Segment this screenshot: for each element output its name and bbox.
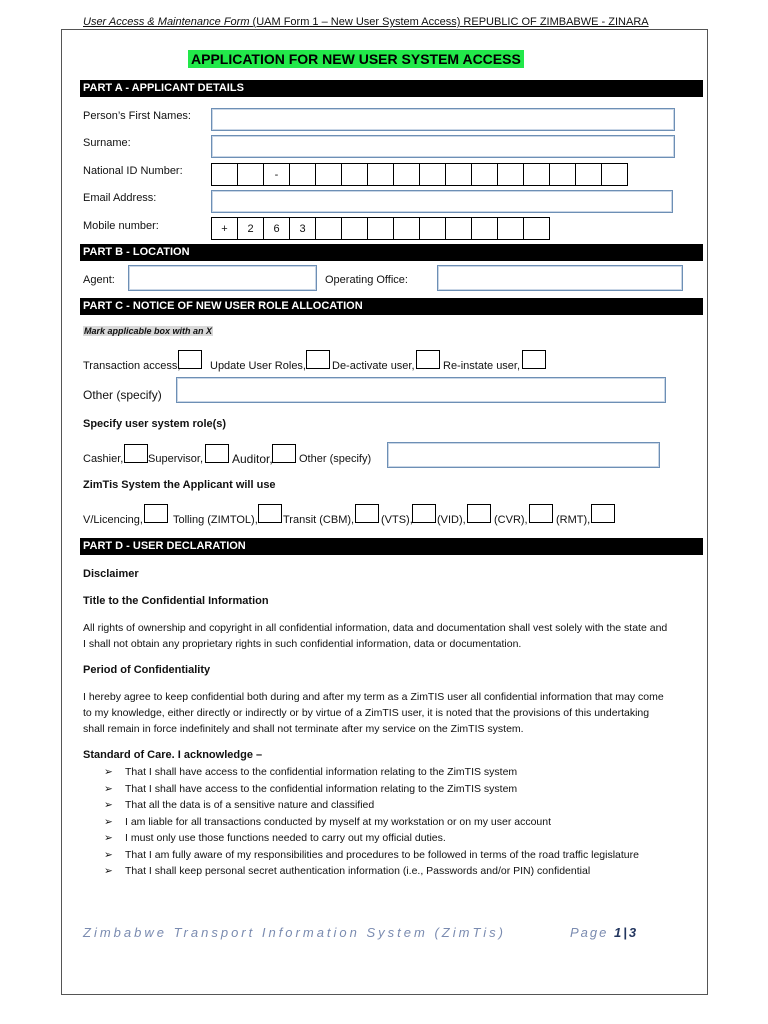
national-id-cell[interactable]: - [263,163,290,186]
operating-office-input[interactable] [437,265,683,291]
mobile-cell[interactable]: 3 [289,217,316,240]
list-item-text: That I shall have access to the confidential information relating to the ZimTIS system [125,782,518,795]
update-user-roles-label: Update User Roles, [210,360,306,372]
part-c-heading: PART C - NOTICE OF NEW USER ROLE ALLOCATION [80,298,703,315]
list-item-text: That I am fully aware of my responsibilities and procedures to be followed in terms of the road traffic legislature [125,848,639,861]
cashier-checkbox[interactable] [124,444,148,463]
page-total: 3 [628,925,639,940]
national-id-cell[interactable] [445,163,472,186]
deactivate-user-checkbox[interactable] [416,350,440,369]
cvr-checkbox[interactable] [529,504,553,523]
supervisor-checkbox[interactable] [205,444,229,463]
title-conf-heading: Title to the Confidential Information [83,595,269,607]
surname-label: Surname: [83,137,131,149]
title-conf-text: All rights of ownership and copyright in all confidential information, data and documentation shall vest solely with the state and I shall not obtain any proprietary rights in such confidential information, data or documentation. [83,622,668,650]
mobile-cell[interactable] [445,217,472,240]
mobile-cell[interactable] [523,217,550,240]
list-item [104,830,664,847]
list-item [104,863,664,880]
arrow-bullet-icon: ➢ [104,799,113,811]
footer-system-name: Zimbabwe Transport Information System (ZimTis) [83,925,506,940]
list-item-text: That I shall have access to the confidential information relating to the ZimTIS system [125,766,518,778]
national-id-cell[interactable] [315,163,342,186]
update-user-roles-checkbox[interactable] [306,350,330,369]
mobile-cell[interactable] [419,217,446,240]
arrow-bullet-icon: ➢ [104,782,113,795]
list-item-text: That I shall keep personal secret authentication information (i.e., Passwords and/or PIN) confidential [125,865,591,877]
national-id-cell[interactable] [211,163,238,186]
national-id-cell[interactable] [601,163,628,186]
list-item-text: I am liable for all transactions conducted by myself at my workstation or on my user account [125,815,552,828]
rmt-label: (RMT), [556,514,591,526]
list-item-text: That all the data is of a sensitive nature and classified [125,799,375,811]
mobile-cells[interactable] [212,217,550,240]
tolling-checkbox[interactable] [258,504,282,523]
surname-input[interactable] [211,135,675,158]
list-item [104,814,664,831]
systems-heading: ZimTis System the Applicant will use [83,479,276,491]
transaction-access-checkbox[interactable] [178,350,202,369]
national-id-cell[interactable] [289,163,316,186]
national-id-cells[interactable] [212,163,628,186]
mobile-cell[interactable] [315,217,342,240]
national-id-cell[interactable] [497,163,524,186]
mobile-cell[interactable]: 2 [237,217,264,240]
arrow-bullet-icon: ➢ [104,766,113,778]
tolling-label: Tolling (ZIMTOL), [173,514,258,526]
vts-checkbox[interactable] [412,504,436,523]
vid-checkbox[interactable] [467,504,491,523]
other-specify-label: Other (specify) [83,388,162,402]
transit-label: Transit (CBM), [283,514,355,526]
list-item [104,764,664,781]
list-item-text: I must only use those functions needed to carry out my official duties. [125,832,446,844]
national-id-cell[interactable] [471,163,498,186]
period-conf-text: I hereby agree to keep confidential both during and after my term as a ZimTIS user all confidential information that may come to my knowledge, either directly or indirectly or by virtue of a ZimTIS user, it is noted that the provisions of this undertaking shall remain in force indefinitely and shall not terminate after my service on the ZimTIS system. [83,691,664,735]
role-other-label: Other (specify) [299,453,372,465]
national-id-cell[interactable] [393,163,420,186]
vlicencing-label: V/Licencing, [83,514,143,526]
form-header [83,16,649,28]
page-current: 1 [614,925,624,940]
transit-checkbox[interactable] [355,504,379,523]
national-id-cell[interactable] [367,163,394,186]
mobile-cell[interactable] [471,217,498,240]
footer-page-number [570,925,638,940]
arrow-bullet-icon: ➢ [104,815,113,828]
page-label: Page [570,925,609,940]
national-id-cell[interactable] [549,163,576,186]
mobile-cell[interactable] [341,217,368,240]
national-id-label: National ID Number: [83,165,183,177]
arrow-bullet-icon: ➢ [104,848,113,861]
rmt-checkbox[interactable] [591,504,615,523]
first-names-input[interactable] [211,108,675,131]
transaction-access-label: Transaction access, [83,360,181,372]
form-meta: (UAM Form 1 – New User System Access) REPUBLIC OF ZIMBABWE - ZINARA [252,16,649,28]
page-separator: | [623,925,629,940]
list-item [104,781,664,798]
national-id-cell[interactable] [341,163,368,186]
reinstate-user-label: Re-instate user, [443,360,521,372]
arrow-bullet-icon: ➢ [104,865,113,877]
list-item [104,797,664,814]
list-item [104,847,664,864]
vts-label: (VTS), [381,514,413,526]
national-id-cell[interactable] [523,163,550,186]
email-label: Email Address: [83,192,157,204]
mobile-cell[interactable] [497,217,524,240]
operating-office-label: Operating Office: [325,274,408,286]
disclaimer-heading: Disclaimer [83,568,139,580]
reinstate-user-checkbox[interactable] [522,350,546,369]
vlicencing-checkbox[interactable] [144,504,168,523]
cashier-label: Cashier, [83,453,124,465]
auditor-checkbox[interactable] [272,444,296,463]
other-specify-input[interactable] [176,377,666,403]
role-other-input[interactable] [387,442,660,468]
email-input[interactable] [211,190,673,213]
part-d-heading: PART D - USER DECLARATION [80,538,703,555]
deactivate-user-label: De-activate user, [332,360,415,372]
form-name: User Access & Maintenance Form [83,16,250,28]
vid-label: (VID), [437,514,466,526]
national-id-cell[interactable] [419,163,446,186]
mobile-cell[interactable]: 6 [263,217,290,240]
mark-note: Mark applicable box with an X [84,326,213,336]
supervisor-label: Supervisor, [148,453,204,465]
arrow-bullet-icon: ➢ [104,832,113,844]
standard-care-heading: Standard of Care. I acknowledge – [83,749,263,761]
mobile-label: Mobile number: [83,220,159,232]
cvr-label: (CVR), [494,514,528,526]
period-conf-heading: Period of Confidentiality [83,664,211,676]
part-a-heading: PART A - APPLICANT DETAILS [80,80,703,97]
agent-label: Agent: [83,274,115,286]
mobile-cell[interactable]: + [211,217,238,240]
page-title: APPLICATION FOR NEW USER SYSTEM ACCESS [188,50,524,68]
national-id-cell[interactable] [575,163,602,186]
auditor-label: Auditor, [232,452,273,466]
agent-input[interactable] [128,265,317,291]
mobile-cell[interactable] [367,217,394,240]
mobile-cell[interactable] [393,217,420,240]
first-names-label: Person’s First Names: [83,110,191,122]
acknowledge-list [104,764,664,880]
national-id-cell[interactable] [237,163,264,186]
roles-heading: Specify user system role(s) [83,418,227,430]
part-b-heading: PART B - LOCATION [80,244,703,261]
